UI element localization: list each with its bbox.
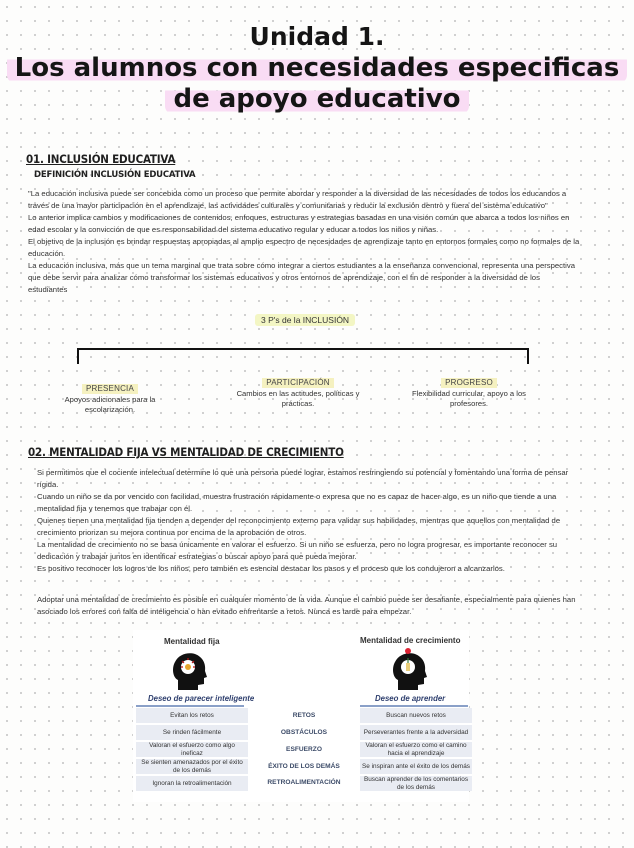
paragraph: Es positivo reconocer los logros de los niños, pero también es esencial destacar los pasos y el proceso que los condujeron a alcanzarlos.: [37, 564, 505, 573]
fixed-subtitle: Deseo de parecer inteligente: [148, 694, 255, 703]
row-label: ÉXITO DE LOS DEMÁS: [268, 762, 340, 770]
table-row: [136, 758, 472, 775]
divider: [360, 705, 468, 707]
fixed-cell: Se rinden fácilmente: [136, 724, 248, 741]
ps-title: 3 P's de la INCLUSIÓN: [255, 314, 355, 326]
bracket-diagram: [77, 348, 529, 364]
inclusion-text: [28, 188, 580, 296]
p-label: PARTICIPACIÓN: [262, 378, 334, 388]
p-label: PROGRESO: [441, 378, 497, 388]
row-label: ESFUERZO: [286, 745, 322, 753]
row-label: RETROALIMENTACIÓN: [267, 779, 341, 787]
growth-cell: Valoran el esfuerzo como el camino hacia el aprendizaje: [360, 741, 472, 758]
mindset-comparison-table: [136, 708, 472, 791]
row-label: OBSTÁCULOS: [280, 728, 328, 736]
p-progreso: [410, 378, 528, 409]
fixed-mindset-title: Mentalidad fija: [164, 637, 220, 646]
fixed-cell: Ignoran la retroalimentación: [136, 775, 248, 791]
paragraph: Cuando un niño se da por vencido con facilidad, muestra frustración rápidamente o expresa que no es capaz de hacer algo, es un niño que tiende a una mentalidad fija y tenemos que trabajar con él.: [37, 492, 557, 513]
p-text: Cambios en las actitudes, políticas y prácticas.: [236, 389, 360, 408]
section-heading-mentalidad: 02. MENTALIDAD FIJA VS MENTALIDAD DE CRECIMIENTO: [28, 445, 344, 459]
fixed-head-icon: [170, 650, 210, 692]
growth-cell: Buscan aprender de los comentarios de los demás: [360, 775, 472, 791]
paragraph: Adoptar una mentalidad de crecimiento es posible en cualquier momento de la vida. Aunque el cambio puede ser desafiante, especialmente para quienes han asociado los errores con falta de inteligencia o han evitado enfrentarse a retos. Nunca es tarde para empezar.: [37, 595, 576, 616]
table-row: [136, 741, 472, 758]
growth-cell: Buscan nuevos retos: [360, 708, 472, 724]
table-row: [136, 724, 472, 741]
paragraph: "La educación inclusiva puede ser concebida como un proceso que permite abordar y responder a la diversidad de las necesidades de todos los educandos a través de una mayor participación en el aprendizaje, las actividades culturales y comunitarias y reducir la exclusión dentro y fuera del sistema educativo": [28, 189, 567, 210]
growth-mindset-title: Mentalidad de crecimiento: [360, 636, 461, 645]
paragraph: La educación inclusiva, más que un tema marginal que trata sobre cómo integrar a ciertos estudiantes a la enseñanza convencional, representa una perspectiva que debe servir para analizar cómo transformar los sistemas educativos y otros entornos de aprendizaje, con el fin de responder a la diversidad de los estudiantes: [28, 261, 575, 294]
paragraph: El objetivo de la inclusión es brindar respuestas apropiadas al amplio espectro de necesidades de aprendizaje tanto en entornos formales como no formales de la educación.: [28, 237, 580, 258]
growth-cell: Se inspiran ante el éxito de los demás: [360, 758, 472, 775]
section-heading-inclusion: 01. INCLUSIÓN EDUCATIVA: [26, 152, 176, 166]
row-label: RETOS: [292, 712, 316, 720]
paragraph: Si permitimos que el cociente intelectual determine lo que una persona puede lograr, estamos restringiendo su potencial y fomentando una forma de pensar rígida.: [37, 468, 569, 489]
growth-head-icon: [390, 646, 430, 692]
page-title-line1: Unidad 1.: [249, 22, 385, 51]
table-row: [136, 775, 472, 791]
mentalidad-text-2: [37, 594, 591, 618]
p-text: Apoyos adicionales para la escolarización.: [64, 395, 156, 414]
p-participacion: [234, 378, 362, 409]
p-text: Flexibilidad curricular, apoyo a los profesores.: [412, 389, 526, 408]
paragraph: Lo anterior implica cambios y modificaciones de contenidos, enfoques, estructuras y estrategias basadas en una visión común que abarca a todos los niños en edad escolar y la convicción de que es responsabilidad del sistema educativo regular y educar a todos los niños y niñas.: [28, 213, 570, 234]
growth-subtitle: Deseo de aprender: [375, 694, 446, 703]
p-presencia: [60, 384, 160, 415]
fixed-cell: Evitan los retos: [136, 708, 248, 724]
table-row: [136, 708, 472, 724]
subheading-definition: DEFINICIÓN INCLUSIÓN EDUCATIVA: [34, 170, 196, 180]
paragraph: Quienes tienen una mentalidad fija tienden a depender del reconocimiento externo para validar sus habilidades, mientras que aquellos con mentalidad de crecimiento priorizan su mejora continua por encima de la aprobación de otros.: [37, 516, 561, 537]
page-title-line2: Los alumnos con necesidades especificas: [0, 53, 634, 83]
page-title-line3: de apoyo educativo: [0, 84, 634, 114]
paragraph: La mentalidad de crecimiento no se basa únicamente en valorar el esfuerzo. Si un niño se esfuerza, pero no logra progresar, es importante reconocer su dedicación y trabajar juntos en identificar estrategias o buscar apoyo para que pueda mejorar.: [37, 540, 558, 561]
fixed-cell: Se sienten amenazados por el éxito de los demás: [136, 758, 248, 775]
mentalidad-text: [37, 467, 591, 575]
divider: [136, 705, 244, 707]
growth-cell: Perseverantes frente a la adversidad: [360, 724, 472, 741]
p-label: PRESENCIA: [82, 384, 138, 394]
fixed-cell: Valoran el esfuerzo como algo ineficaz: [136, 741, 248, 758]
